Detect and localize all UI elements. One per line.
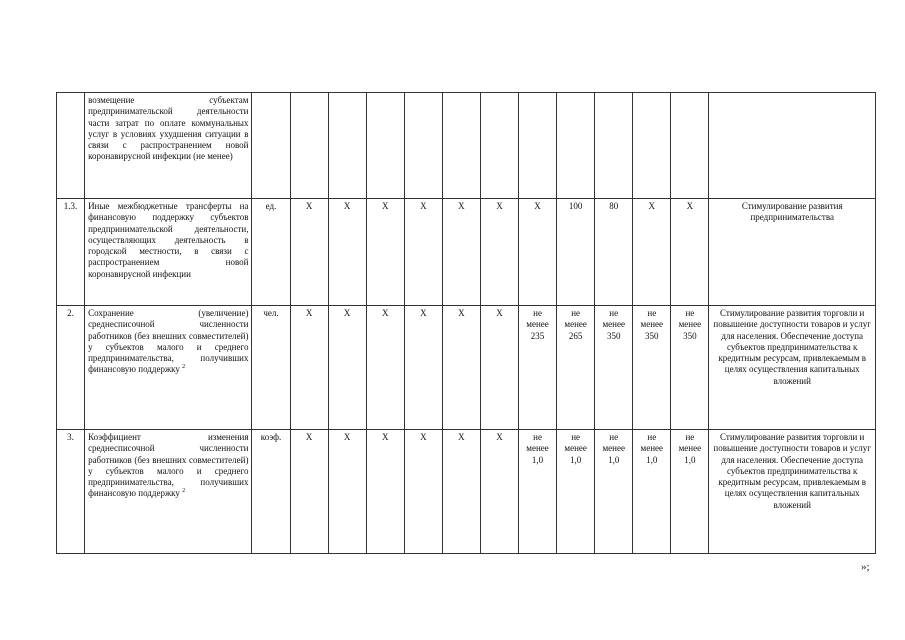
value-cell	[290, 93, 328, 199]
row-number: 1.3.	[57, 199, 85, 306]
table-row	[57, 199, 876, 306]
value-cell: Х	[366, 430, 404, 554]
value-cell	[328, 93, 366, 199]
value-cell	[480, 93, 518, 199]
value-cell: Х	[633, 199, 671, 306]
value-cell: не менее 1,0	[557, 430, 595, 554]
table-row	[57, 93, 876, 199]
value-cell: Х	[442, 306, 480, 430]
indicator-name	[85, 93, 252, 199]
value-cell	[519, 93, 557, 199]
value-cell: 100	[557, 199, 595, 306]
value-cell: Х	[290, 199, 328, 306]
value-cell: не менее 1,0	[671, 430, 709, 554]
indicator-name	[85, 430, 252, 554]
value-cell: Х	[442, 430, 480, 554]
unit-cell	[252, 93, 290, 199]
closing-quote: »;	[861, 561, 870, 573]
indicator-name-text: возмещение субъектам предпринимательской деятельности части затрат по оплате коммунальных услуг в условиях ухудшения ситуации в связи с распространением новой коронавирусной инфекции (не менее)	[88, 95, 249, 162]
value-cell: Х	[442, 199, 480, 306]
value-cell: Х	[480, 306, 518, 430]
value-cell: Х	[480, 430, 518, 554]
goal-note: Стимулирование развития предпринимательства	[709, 199, 876, 306]
row-number: 2.	[57, 306, 85, 430]
footnote-marker: 2	[182, 488, 186, 495]
value-cell: не менее 265	[557, 306, 595, 430]
indicator-name	[85, 306, 252, 430]
indicator-name-text: Коэффициент изменения среднесписочной численности работников (без внешних совместителей) у субъектов малого и среднего предпринимательства, получивших финансовую поддержку	[88, 432, 249, 499]
value-cell: не менее 350	[671, 306, 709, 430]
table-row	[57, 306, 876, 430]
goal-note: Стимулирование развития торговли и повышение доступности товаров и услуг для населения. Обеспечение доступа субъектов предпринимательства к кредитным ресурсам, привлекаемым в целях осуществления капитальных вложений	[709, 306, 876, 430]
value-cell: 80	[595, 199, 633, 306]
value-cell	[671, 93, 709, 199]
table-row	[57, 430, 876, 554]
value-cell: Х	[328, 430, 366, 554]
unit-cell: коэф.	[252, 430, 290, 554]
value-cell	[404, 93, 442, 199]
value-cell	[557, 93, 595, 199]
row-number	[57, 93, 85, 199]
indicator-name	[85, 199, 252, 306]
indicator-name-text: Сохранение (увеличение) среднесписочной численности работников (без внешних совместителей) у субъектов малого и среднего предпринимательства, получивших финансовую поддержку	[88, 308, 249, 375]
value-cell: Х	[519, 199, 557, 306]
value-cell: не менее 1,0	[595, 430, 633, 554]
value-cell: Х	[290, 306, 328, 430]
value-cell	[442, 93, 480, 199]
value-cell: Х	[290, 430, 328, 554]
value-cell	[633, 93, 671, 199]
value-cell: Х	[404, 430, 442, 554]
value-cell: Х	[328, 199, 366, 306]
value-cell: Х	[366, 306, 404, 430]
value-cell: не менее 235	[519, 306, 557, 430]
value-cell: Х	[366, 199, 404, 306]
unit-cell: чел.	[252, 306, 290, 430]
unit-cell: ед.	[252, 199, 290, 306]
goal-note: Стимулирование развития торговли и повышение доступности товаров и услуг для населения. Обеспечение доступа субъектов предпринимательства к кредитным ресурсам, привлекаемым в целях осуществления капитальных вложений	[709, 430, 876, 554]
indicators-table	[56, 92, 876, 554]
value-cell: не менее 350	[633, 306, 671, 430]
value-cell: Х	[671, 199, 709, 306]
value-cell	[366, 93, 404, 199]
value-cell: не менее 350	[595, 306, 633, 430]
value-cell: не менее 1,0	[633, 430, 671, 554]
row-number: 3.	[57, 430, 85, 554]
indicator-name-text: Иные межбюджетные трансферты на финансовую поддержку субъектов предпринимательской деятельности, осуществляющих деятельность в городской местности, в связи с распространением новой коронавирусной инфекции	[88, 201, 249, 279]
value-cell: не менее 1,0	[519, 430, 557, 554]
value-cell: Х	[480, 199, 518, 306]
value-cell	[595, 93, 633, 199]
goal-note	[709, 93, 876, 199]
value-cell: Х	[328, 306, 366, 430]
footnote-marker: 2	[182, 364, 186, 371]
value-cell: Х	[404, 199, 442, 306]
value-cell: Х	[404, 306, 442, 430]
